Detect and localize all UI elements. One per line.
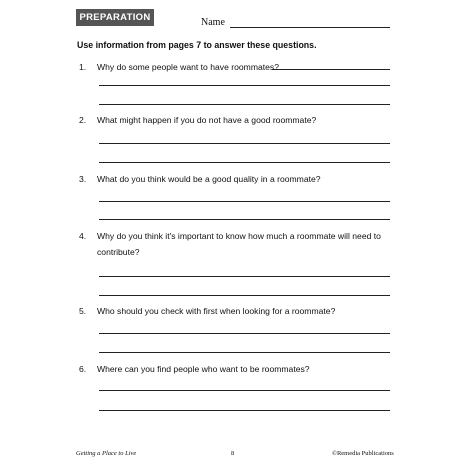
footer-publisher: ©Remedia Publications [332,450,394,457]
question-5-text: Who should you check with first when looking for a roommate? [97,306,336,316]
question-3-number: 3. [79,174,87,184]
answer-5-line-2[interactable] [99,352,390,353]
question-2-number: 2. [79,115,87,125]
name-label: Name [201,17,225,28]
answer-3-line-1[interactable] [99,201,390,202]
answer-2-line-2[interactable] [99,162,390,163]
question-4-text: Why do you think it's important to know how much a roommate will need to [97,231,381,241]
question-1-number: 1. [79,62,87,72]
question-3-text: What do you think would be a good quality in a roommate? [97,174,321,184]
instructions: Use information from pages 7 to answer these questions. [77,40,317,50]
section-badge: PREPARATION [76,9,154,26]
answer-4-line-1[interactable] [99,276,390,277]
question-4-text-continued: contribute? [97,247,140,257]
question-6-number: 6. [79,364,87,374]
answer-3-line-2[interactable] [99,219,390,220]
answer-1-line-2[interactable] [99,104,390,105]
answer-6-line-2[interactable] [99,410,390,411]
question-1-text: Why do some people want to have roommates? [97,62,279,72]
answer-2-line-1[interactable] [99,143,390,144]
question-4-number: 4. [79,231,87,241]
name-field-line[interactable] [230,27,390,28]
footer-title: Getting a Place to Live [76,450,137,457]
answer-1-line-inline[interactable] [272,69,390,70]
page-number: 8 [231,450,235,457]
question-2-text: What might happen if you do not have a good roommate? [97,115,317,125]
answer-6-line-1[interactable] [99,390,390,391]
answer-5-line-1[interactable] [99,333,390,334]
answer-1-line-1[interactable] [99,85,390,86]
answer-4-line-2[interactable] [99,295,390,296]
question-5-number: 5. [79,306,87,316]
question-6-text: Where can you find people who want to be roommates? [97,364,310,374]
